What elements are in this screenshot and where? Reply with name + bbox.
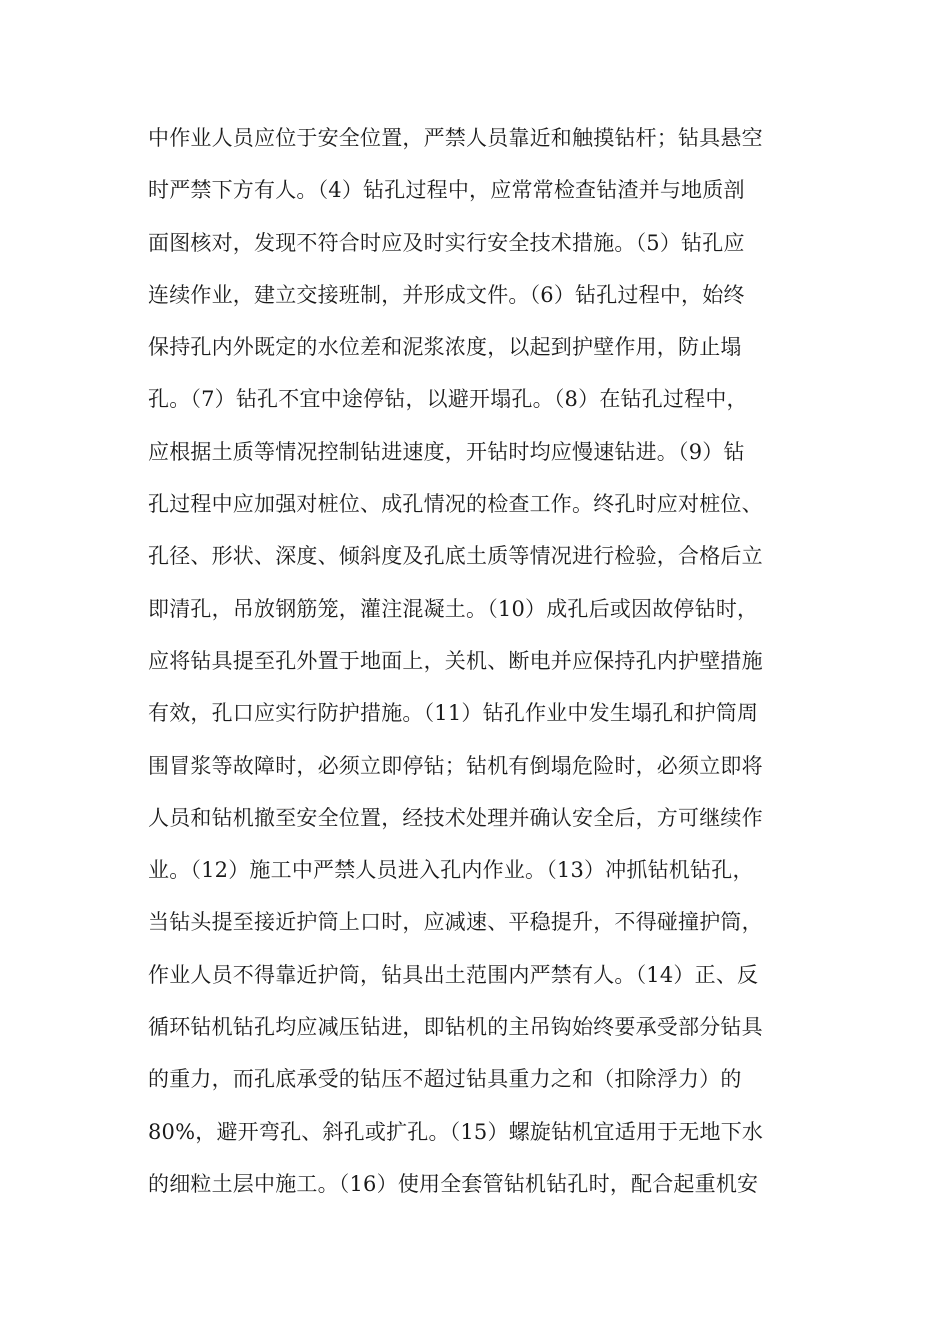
text-line: 即清孔，吊放钢筋笼，灌注混凝土。（10）成孔后或因故停钻时， bbox=[148, 596, 759, 621]
text-line: 时严禁下方有人。（4）钻孔过程中，应常常检查钻渣并与地质剖 bbox=[148, 178, 745, 203]
text-line: 作业人员不得靠近护筒，钻具出土范围内严禁有人。（14）正、反 bbox=[148, 962, 759, 987]
text-line: 的细粒土层中施工。（16）使用全套管钻机钻孔时，配合起重机安 bbox=[148, 1171, 759, 1196]
text-line: 孔过程中应加强对桩位、成孔情况的检查工作。终孔时应对桩位、 bbox=[148, 492, 763, 517]
text-line: 围冒浆等故障时，必须立即停钻；钻机有倒塌危险时，必须立即将 bbox=[148, 753, 763, 778]
text-line: 80%，避开弯孔、斜孔或扩孔。（15）螺旋钻机宜适用于无地下水 bbox=[148, 1119, 764, 1144]
text-line: 循环钻机钻孔均应减压钻进，即钻机的主吊钩始终要承受部分钻具 bbox=[148, 1015, 763, 1040]
text-line: 连续作业，建立交接班制，并形成文件。（6）钻孔过程中，始终 bbox=[148, 282, 745, 307]
text-line: 的重力，而孔底承受的钻压不超过钻具重力之和（扣除浮力）的 bbox=[148, 1067, 742, 1092]
text-line: 人员和钻机撤至安全位置，经技术处理并确认安全后，方可继续作 bbox=[148, 805, 763, 830]
text-line: 面图核对，发现不符合时应及时实行安全技术措施。（5）钻孔应 bbox=[148, 230, 745, 255]
text-line: 孔。（7）钻孔不宜中途停钻，以避开塌孔。（8）在钻孔过程中， bbox=[148, 387, 748, 412]
text-line: 中作业人员应位于安全位置，严禁人员靠近和触摸钻杆；钻具悬空 bbox=[148, 126, 763, 150]
text-line: 应根据土质等情况控制钻进速度，开钻时均应慢速钻进。（9）钻 bbox=[148, 439, 745, 464]
text-line: 业。（12）施工中严禁人员进入孔内作业。（13）冲抓钻机钻孔， bbox=[148, 858, 754, 883]
text-line: 有效，孔口应实行防护措施。（11）钻孔作业中发生塌孔和护筒周 bbox=[148, 701, 759, 726]
text-line: 应将钻具提至孔外置于地面上，关机、断电并应保持孔内护壁措施 bbox=[148, 648, 763, 673]
text-line: 孔径、形状、深度、倾斜度及孔底土质等情况进行检验，合格后立 bbox=[148, 544, 763, 569]
text-line: 保持孔内外既定的水位差和泥浆浓度，以起到护壁作用，防止塌 bbox=[148, 335, 742, 360]
text-line: 当钻头提至接近护筒上口时，应减速、平稳提升，不得碰撞护筒， bbox=[148, 910, 763, 935]
body-paragraph bbox=[148, 118, 808, 1216]
